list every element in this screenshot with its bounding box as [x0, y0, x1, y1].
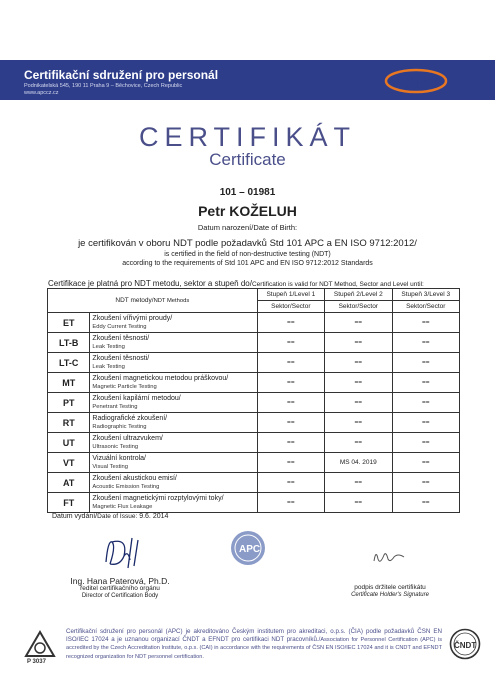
sector-header-1: Sektor/Sector	[257, 301, 324, 313]
svg-text:P 3037: P 3037	[27, 659, 46, 664]
method-name-cz: Radiografické zkoušení/	[92, 414, 168, 422]
apc-seal-icon	[230, 530, 266, 566]
level-2-value: ==	[325, 393, 392, 413]
level-2-value: ==	[325, 353, 392, 373]
holder-name: Petr KOŽELUH	[198, 203, 297, 219]
methods-header-en: NDT Methods	[153, 298, 190, 304]
level-3-value: ==	[392, 493, 459, 513]
organization-address: Podnikatelská 545, 190 11 Praha 9 – Běchovice, Czech Republic	[24, 83, 183, 89]
director-title-en: Director of Certification Body	[81, 593, 159, 599]
holder-signature-label-cz: podpis držitele certifikátu	[354, 584, 426, 591]
table-row	[48, 353, 460, 373]
svg-text:APC: APC	[239, 544, 261, 555]
methods-header	[48, 289, 258, 313]
organization-name: Certifikační sdružení pro personál	[24, 68, 219, 82]
table-row	[48, 493, 460, 513]
level-1-value: ==	[257, 433, 324, 453]
method-name-cz: Zkoušení vířivými proudy/	[92, 314, 173, 322]
method-name-en: Leak Testing	[92, 343, 125, 350]
svg-text:ČNDT: ČNDT	[454, 641, 477, 650]
method-name	[90, 433, 257, 453]
dob-label-en: Date of Birth:	[253, 223, 298, 232]
level-1-value: ==	[257, 453, 324, 473]
method-name	[90, 313, 257, 333]
cndt-logo-icon	[449, 628, 481, 660]
method-code: AT	[48, 473, 90, 493]
organization-web: www.apccz.cz	[24, 90, 59, 96]
level-2-value: ==	[325, 333, 392, 353]
table-row	[48, 373, 460, 393]
method-name-cz: Zkoušení těsnosti/	[92, 354, 150, 362]
method-code: LT-C	[48, 353, 90, 373]
method-name-cz: Vizuální kontrola/	[92, 454, 146, 462]
method-name-en: Acoustic Emission Testing	[92, 483, 160, 490]
issue-date	[52, 513, 168, 520]
organization-address-block	[24, 83, 182, 97]
table-row	[48, 413, 460, 433]
level-1-value: ==	[257, 333, 324, 353]
method-code: RT	[48, 413, 90, 433]
level-3-value: ==	[392, 393, 459, 413]
method-name	[90, 393, 257, 413]
method-code: MT	[48, 373, 90, 393]
method-name	[90, 493, 257, 513]
method-name-cz: Zkoušení akustickou emisí/	[92, 474, 177, 482]
method-name-cz: Zkoušení kapilární metodou/	[92, 394, 181, 402]
issue-label-cz: Datum vydání/	[52, 513, 98, 520]
date-of-birth-label	[0, 223, 495, 232]
level-2-value: MS 04. 2019	[325, 453, 392, 473]
dob-label-cz: Datum narození/	[197, 223, 254, 232]
method-name-en: Radiographic Testing	[92, 423, 147, 430]
certified-statement-en-2: according to the requirements of Std 101 APC and EN ISO 9712:2012 Standards	[122, 260, 373, 267]
method-name-en: Ultrasonic Testing	[92, 443, 139, 450]
table-header-row-1	[48, 289, 460, 301]
level-3-header: Stupeň 3/Level 3	[392, 289, 459, 301]
method-code: LT-B	[48, 333, 90, 353]
method-name-cz: Zkoušení magnetickými rozptylovými toky/	[92, 494, 224, 502]
level-3-value: ==	[392, 313, 459, 333]
table-row	[48, 433, 460, 453]
method-code: UT	[48, 433, 90, 453]
level-3-value: ==	[392, 333, 459, 353]
apc-logo-icon	[384, 64, 454, 98]
table-row	[48, 473, 460, 493]
method-name-en: Magnetic Particle Testing	[92, 383, 157, 390]
certified-statement-cz: je certifikován v oboru NDT podle požadavků Std 101 APC a EN ISO 9712:2012/	[78, 238, 417, 249]
method-name	[90, 413, 257, 433]
director-title-cz: ředitel certifikačního orgánu	[80, 585, 160, 592]
ndt-methods-table	[47, 288, 460, 513]
level-2-header: Stupeň 2/Level 2	[325, 289, 392, 301]
method-name	[90, 333, 257, 353]
method-name-en: Penetrant Testing	[92, 403, 138, 410]
sector-header-2: Sektor/Sector	[325, 301, 392, 313]
method-name	[90, 453, 257, 473]
sector-header-3: Sektor/Sector	[392, 301, 459, 313]
level-1-value: ==	[257, 493, 324, 513]
level-3-value: ==	[392, 353, 459, 373]
level-3-value: ==	[392, 473, 459, 493]
level-2-value: ==	[325, 413, 392, 433]
method-name-cz: Zkoušení ultrazvukem/	[92, 434, 163, 442]
svg-text:APC: APC	[404, 73, 440, 92]
method-name-en: Magnetic Flux Leakage	[92, 503, 153, 510]
table-row	[48, 313, 460, 333]
methods-header-cz: NDT metody/	[115, 297, 154, 304]
level-1-value: ==	[257, 373, 324, 393]
level-2-value: ==	[325, 433, 392, 453]
level-3-value: ==	[392, 453, 459, 473]
certificate-title: CERTIFIKÁT	[138, 122, 357, 152]
method-name-cz: Zkoušení těsnosti/	[92, 334, 150, 342]
level-1-value: ==	[257, 393, 324, 413]
level-1-value: ==	[257, 413, 324, 433]
method-name	[90, 473, 257, 493]
method-code: ET	[48, 313, 90, 333]
method-name	[90, 373, 257, 393]
table-row	[48, 333, 460, 353]
validity-statement	[48, 279, 424, 288]
certificate-number: 101 – 01981	[219, 187, 276, 198]
issue-date-value: 9.6. 2014	[139, 513, 169, 520]
method-code: PT	[48, 393, 90, 413]
level-3-value: ==	[392, 433, 459, 453]
table-row	[48, 453, 460, 473]
holder-signature-label-en: Certificate Holder's Signature	[351, 592, 429, 598]
accreditation-footer	[66, 628, 442, 661]
level-3-value: ==	[392, 373, 459, 393]
holder-signature-icon	[370, 545, 410, 567]
level-1-value: ==	[257, 473, 324, 493]
level-2-value: ==	[325, 473, 392, 493]
director-signature-icon	[98, 532, 148, 572]
method-name-en: Visual Testing	[92, 463, 128, 470]
footer-en: Association for Personnel Certification (APC) is accredited by the Czech Accreditation Institute, o.p.s. (CAI) in accordance with the requirements of ČSN EN ISO/IEC 17024 and it is CNDT and EFNDT recognized organization for NDT personnel certification.	[66, 636, 442, 660]
validity-en: Certification is valid for NDT Method, Sector and Level until:	[251, 281, 424, 288]
method-name-cz: Zkoušení magnetickou metodou práškovou/	[92, 374, 229, 382]
method-name-en: Leak Testing	[92, 363, 125, 370]
level-1-value: ==	[257, 353, 324, 373]
level-3-value: ==	[392, 413, 459, 433]
level-1-header: Stupeň 1/Level 1	[257, 289, 324, 301]
level-2-value: ==	[325, 493, 392, 513]
level-2-value: ==	[325, 313, 392, 333]
table-row	[48, 393, 460, 413]
level-2-value: ==	[325, 373, 392, 393]
certified-statement-en-1: is certified in the field of non-destructive testing (NDT)	[164, 251, 331, 258]
validity-cz: Certifikace je platná pro NDT metodu, sektor a stupeň do/	[48, 279, 252, 288]
director-name: Ing. Hana Paterová, Ph.D.	[70, 576, 170, 586]
method-name-en: Eddy Current Testing	[92, 323, 147, 330]
level-1-value: ==	[257, 313, 324, 333]
footer-cz: Certifikační sdružení pro personál (APC) je akreditováno Českým institutem pro akreditaci, o.p.s. (ČIA) podle požadavků ČSN EN ISO/IEC 17024 a je uznanou organizací ČNDT a EFNDT pro certifikaci NDT pracovníků./	[66, 628, 442, 643]
issue-label-en: Date of Issue:	[97, 513, 138, 520]
method-name	[90, 353, 257, 373]
method-code: VT	[48, 453, 90, 473]
cia-accreditation-icon	[24, 630, 56, 664]
certificate-subtitle: Certificate	[209, 150, 286, 169]
method-code: FT	[48, 493, 90, 513]
